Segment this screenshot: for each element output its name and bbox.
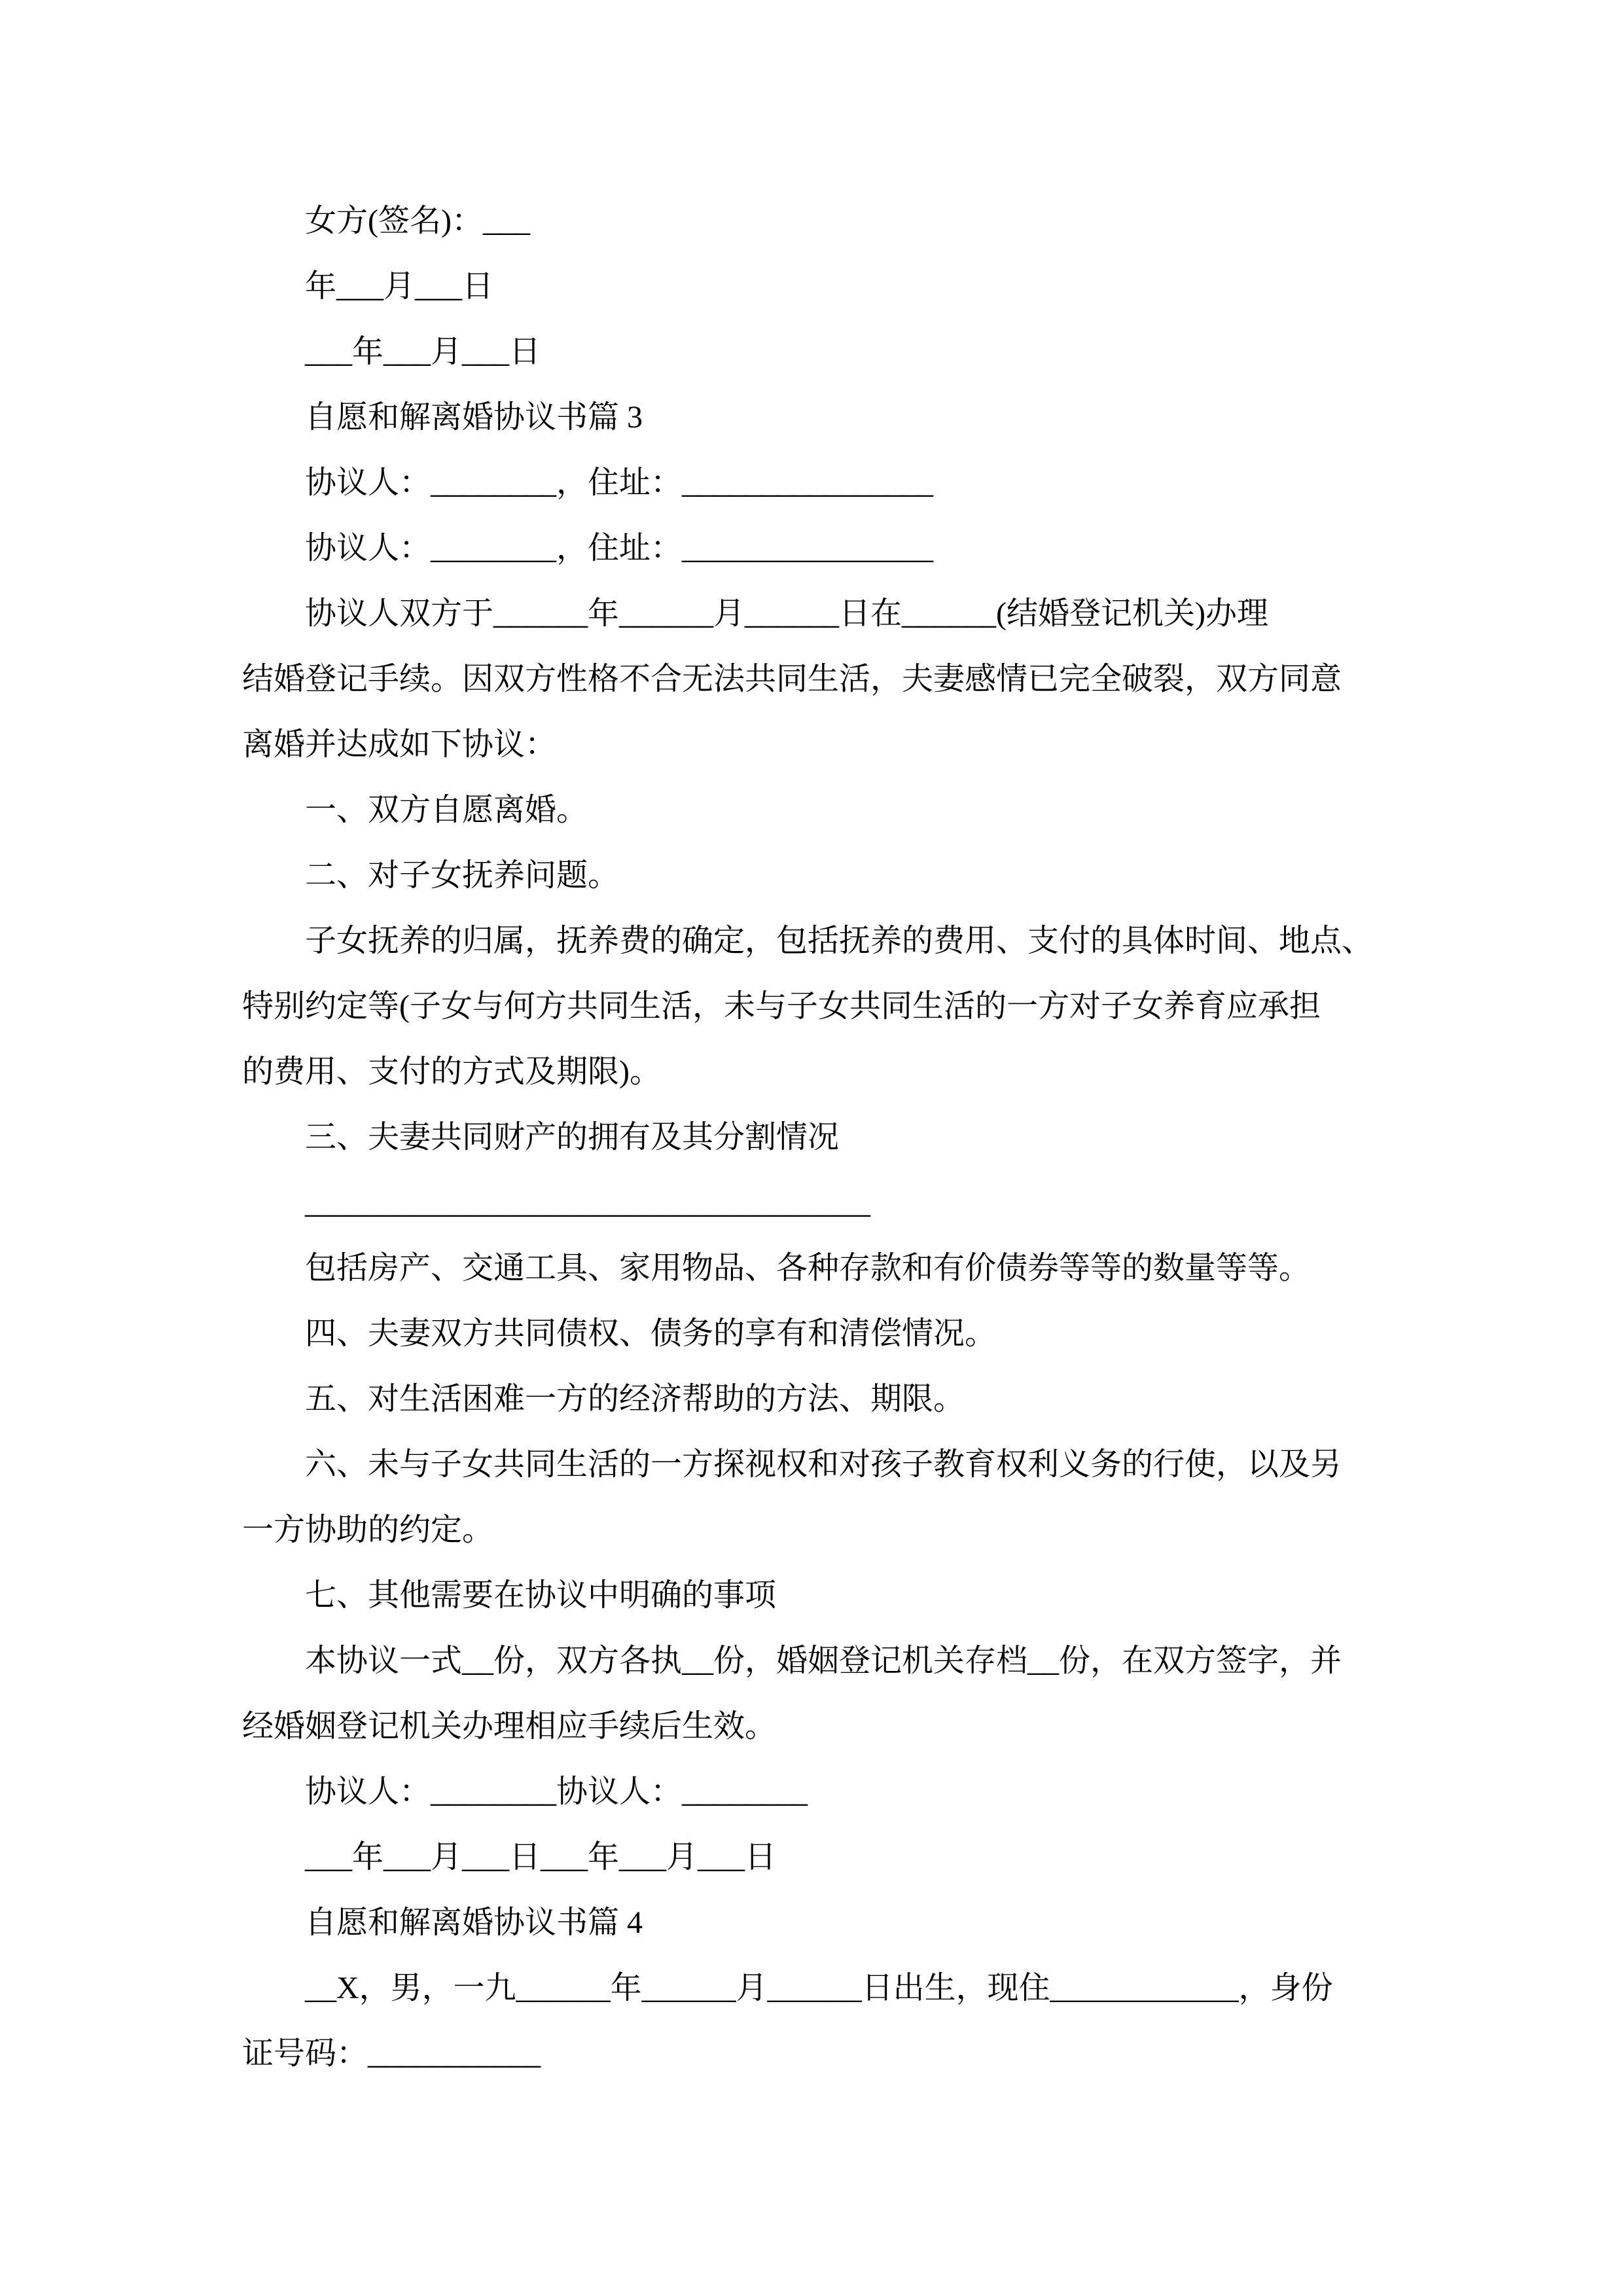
line-marriage-registration-3: 离婚并达成如下协议： — [242, 727, 557, 762]
line-clause-3: 三、夫妻共同财产的拥有及其分割情况 — [305, 1120, 840, 1155]
line-male-identity-2: 证号码：___________ — [242, 2036, 541, 2071]
line-marriage-registration-2: 结婚登记手续。因双方性格不合无法共同生活，夫妻感情已完全破裂，双方同意 — [242, 662, 1342, 696]
line-custody-2: 特别约定等(子女与何方共同生活，未与子女共同生活的一方对子女养育应承担 — [242, 989, 1321, 1024]
line-copies-2: 经婚姻登记机关办理相应手续后生效。 — [242, 1709, 777, 1744]
line-custody-1: 子女抚养的归属，抚养费的确定，包括抚养的费用、支付的具体时间、地点、 — [305, 924, 1374, 958]
line-clause-6-b: 一方协助的约定。 — [242, 1513, 494, 1547]
line-clause-4: 四、夫妻双方共同债权、债务的享有和清偿情况。 — [305, 1316, 997, 1351]
line-signatures: 协议人：________协议人：________ — [305, 1774, 808, 1809]
section-title-part-4: 自愿和解离婚协议书篇 4 — [305, 1905, 643, 1940]
line-date-blank-2: ___年___月___日 — [305, 334, 541, 369]
line-clause-1: 一、双方自愿离婚。 — [305, 793, 588, 827]
line-male-identity-1: __X，男，一九______年______月______日出生，现住____________，身份 — [305, 1971, 1333, 2005]
line-date-blank-1: 年___月___日 — [305, 269, 494, 304]
line-property-list: 包括房产、交通工具、家用物品、各种存款和有价债券等等的数量等等。 — [305, 1251, 1311, 1285]
line-marriage-registration-1: 协议人双方于______年______月______日在______(结婚登记机关)办理 — [305, 596, 1268, 631]
line-clause-6-a: 六、未与子女共同生活的一方探视权和对孩子教育权利义务的行使，以及另 — [305, 1447, 1342, 1482]
line-party-a: 协议人：________，住址：________________ — [305, 465, 934, 500]
line-female-signature: 女方(签名)：___ — [305, 204, 530, 238]
line-party-b: 协议人：________，住址：________________ — [305, 531, 934, 565]
document-body — [242, 188, 1383, 2087]
line-clause-2: 二、对子女抚养问题。 — [305, 858, 620, 893]
line-custody-3: 的费用、支付的方式及期限)。 — [242, 1054, 661, 1089]
line-copies-1: 本协议一式__份，双方各执__份，婚姻登记机关存档__份，在双方签字，并 — [305, 1643, 1342, 1678]
line-clause-5: 五、对生活困难一方的经济帮助的方法、期限。 — [305, 1382, 965, 1416]
line-blank-underline: ____________________________________ — [305, 1185, 870, 1220]
line-signature-dates: ___年___月___日___年___月___日 — [305, 1840, 777, 1874]
section-title-part-3: 自愿和解离婚协议书篇 3 — [305, 400, 643, 435]
line-clause-7: 七、其他需要在协议中明确的事项 — [305, 1578, 777, 1613]
